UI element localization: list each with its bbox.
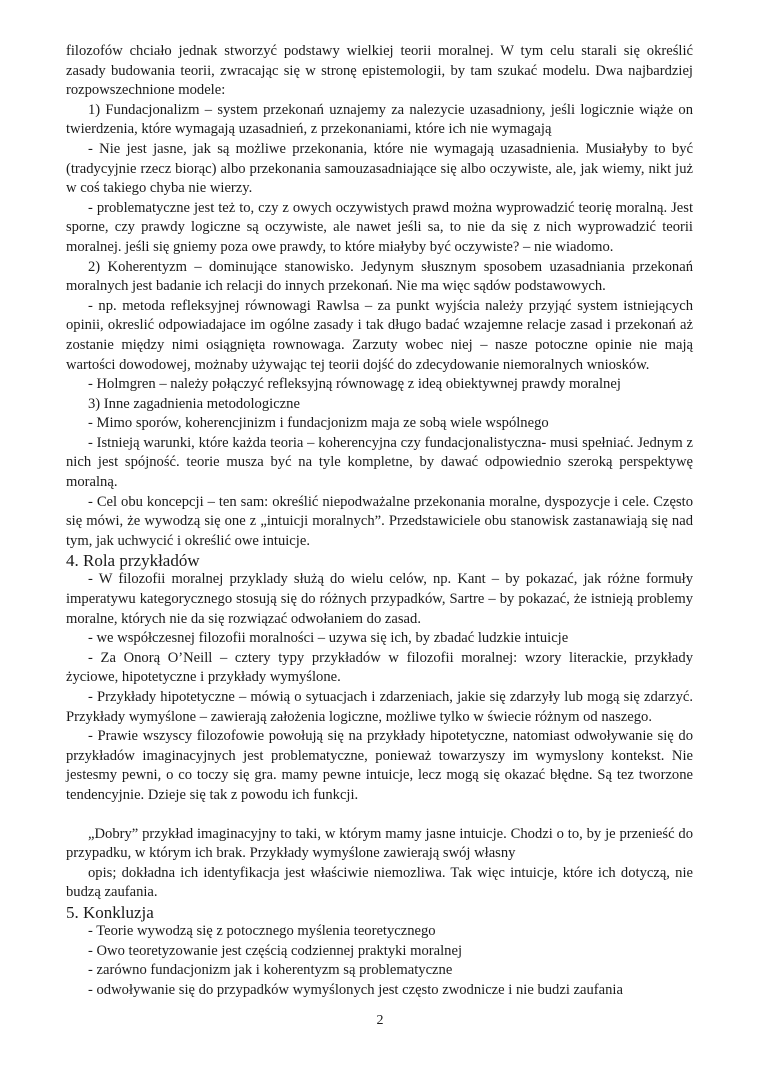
list-item: - odwoływanie się do przypadków wymyślonych jest często zwodnicze i nie budzi zaufania: [88, 981, 623, 998]
paragraph: filozofów chciało jednak stworzyć podstawy wielkiej teorii moralnej. W tym celu starali się określić zasady budowania teorii, zwracając się w stronę epistemologii, by tam szukać modelu. Dwa najbardziej rozpowszechnione modele:: [66, 43, 693, 99]
section-heading-4: 4. Rola przykładów: [66, 551, 200, 571]
paragraph: - Mimo sporów, koherencjinizm i fundacjonizm maja ze sobą wiele wspólnego: [88, 415, 549, 432]
blank-line: [66, 806, 693, 825]
paragraph: opis; dokładna ich identyfikacja jest właściwie niemozliwa. Tak więc intuicje, które ich dotyczą, nie budzą zaufania.: [66, 864, 693, 901]
list-item: - zarówno fundacjonizm jak i koherentyzm są problematyczne: [88, 962, 453, 979]
paragraph: „Dobry” przykład imaginacyjny to taki, w którym mamy jasne intuicje. Chodzi o to, by je przenieść do przypadku, w którym ich brak. Przykłady wymyślone zawierają swój własny: [66, 825, 693, 862]
paragraph: - Przykłady hipotetyczne – mówią o sytuacjach i zdarzeniach, jakie się zdarzyły lub mogą się zdarzyć. Przykłady wymyślone – zawierają założenia logiczne, możliwe tylko w świecie różnym od naszego.: [66, 689, 693, 725]
paragraph: - we współczesnej filozofii moralności – uzywa się ich, by zbadać ludzkie intuicje: [88, 630, 569, 647]
paragraph: - Prawie wszyscy filozofowie powołują się na przykłady hipotetyczne, natomiast odwoływanie się do przykładów imaginacyjnych jest problematyczne, ponieważ towarzyszy im wymyslony kontekst. Nie jestesmy pewni, o co toczy się gra. mamy pewne intuicje, lecz mogą się okazać błędne. Są tez tworzone tendencyjnie. Dzieje się tak z powodu ich funkcji.: [66, 728, 693, 803]
paragraph: - Za Onorą O’Neill – cztery typy przykładów w filozofii moralnej: wzory literackie, przykłady życiowe, hipotetyczne i przykłady wymyślone.: [66, 649, 693, 686]
list-item: - Teorie wywodzą się z potocznego myślenia teoretycznego: [88, 922, 436, 939]
paragraph: - problematyczne jest też to, czy z owych oczywistych prawd można wyprowadzić teorię moralną. Jest sporne, czy prawdy logiczne są oczywiste, ale nawet jeśli sa, to nie da się z nich wyprowadzić teorii moralnej. jeśli się gniemy poza owe prawdy, to które miałyby być oczywiste? – nie wiadomo.: [66, 199, 693, 255]
paragraph: 1) Fundacjonalizm – system przekonań uznajemy za nalezycie uzasadniony, jeśli logicznie wiąże on twierdzenia, które wymagają uzasadnień, z przekonaniami, które ich nie wymagają: [66, 101, 693, 138]
document-page: [66, 42, 693, 1000]
paragraph: 3) Inne zagadnienia metodologiczne: [88, 395, 300, 412]
paragraph: - Holmgren – należy połączyć refleksyjną równowagę z ideą obiektywnej prawdy moralnej: [88, 376, 621, 393]
paragraph: - np. metoda refleksyjnej równowagi Rawlsa – za punkt wyjścia należy przyjąć system istniejących opinii, okreslić odpowiadajace im ogólne zasady i tak długo badać wzajemne relacje zasad i przekonań aż zostanie między nimi osiągnięta rownowaga. Zarzuty wobec niej – nasze potoczne opinie nie mają wartości dowodowej, możnaby używając tej teorii dojść do zdecydowanie niemoralnych wniosków.: [66, 297, 693, 373]
page-number: 2: [376, 1013, 384, 1028]
section-heading-5: 5. Konkluzja: [66, 902, 154, 922]
paragraph: - Nie jest jasne, jak są możliwe przekonania, które nie wymagają uzasadnienia. Musiałyby to być (tradycyjnie rzecz biorąc) albo przekonania samouzasadniające się albo oczywiste, ale, jak wiemy, nikt już w coś takiego chyba nie wierzy.: [66, 140, 693, 197]
paragraph: - W filozofii moralnej przyklady służą do wielu celów, np. Kant – by pokazać, jak różne formuły imperatywu kategorycznego stosują się do różnych przypadków, Sartre – by pokazać, że istnieją problemy moralne, których nie da się rozwiązać odwołaniem do zasad.: [66, 571, 693, 627]
paragraph: - Cel obu koncepcji – ten sam: określić niepodważalne przekonania moralne, dyspozycje i cele. Często się mówi, że wywodzą się one z „intuicji moralnych”. Przedstawiciele obu stanowisk zastanawiają się nad tym, jak uchwycić i określić owe intuicje.: [66, 493, 693, 549]
list-item: - Owo teoretyzowanie jest częścią codziennej praktyki moralnej: [88, 942, 463, 959]
paragraph: - Istnieją warunki, które każda teoria – koherencyjna czy fundacjonalistyczna- musi spełniać. Jednym z nich jest spójność. teorie musza być na tyle kompletne, by dawać odpowiednio szeroką perspektywę moralną.: [66, 434, 693, 491]
paragraph: 2) Koherentyzm – dominujące stanowisko. Jedynym słusznym sposobem uzasadniania przekonań moralnych jest badanie ich relacji do innych przekonań. Nie ma więc sądów podstawowych.: [66, 258, 693, 295]
